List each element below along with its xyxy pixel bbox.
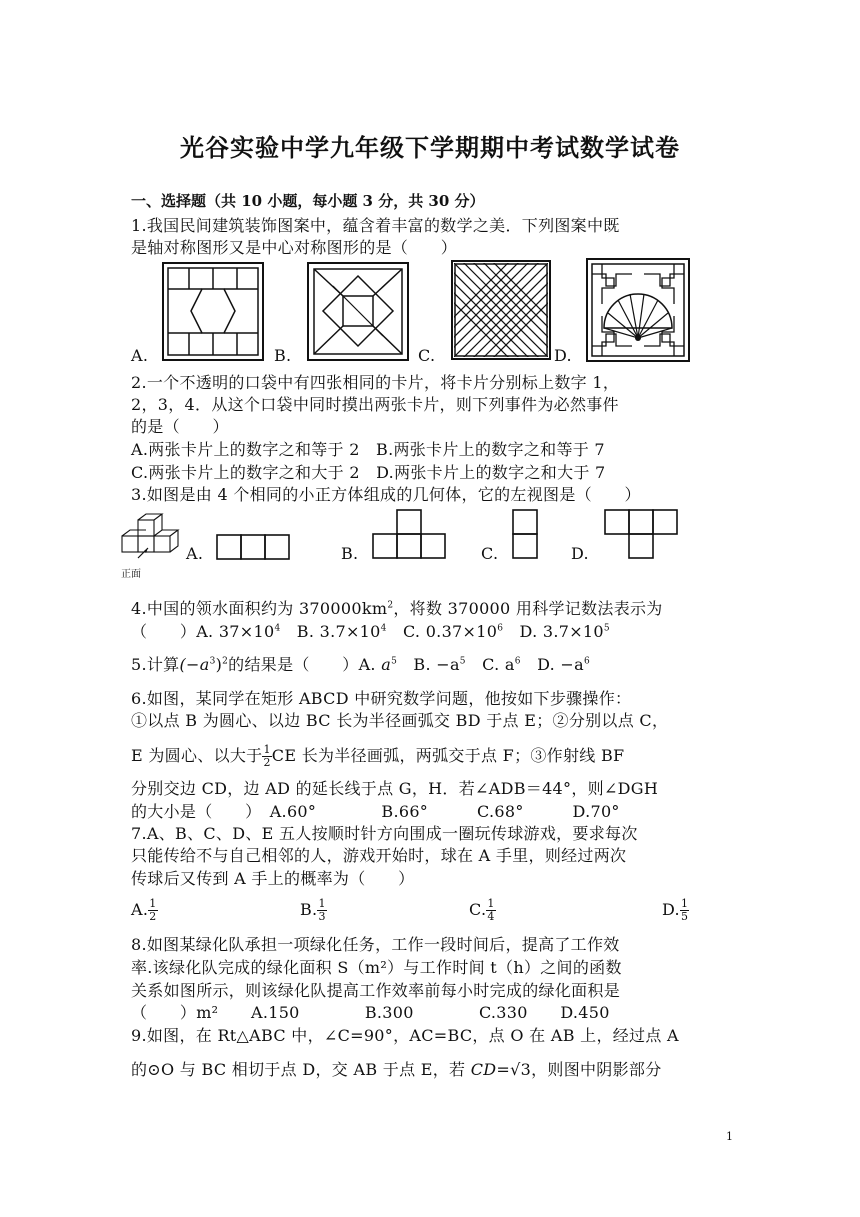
q5-line: 5.计算$(-a^3)^2$的结果是（ ）A. $a^5$ B. $-a^5$ C. $a^6$ D. $-a^6$ — [131, 655, 590, 674]
q3-option-a: A. — [186, 544, 204, 563]
q1-pattern-knot — [307, 262, 409, 361]
q3-option-c: C. — [481, 544, 499, 563]
q1-option-d: D. — [554, 346, 572, 365]
q1-line1: 1.我国民间建筑装饰图案中，蕴含着丰富的数学之美．下列图案中既 — [131, 216, 620, 235]
q6-line2: ①以点 B 为圆心、以边 BC 长为半径画弧交 BD 于点 E；②分别以点 C， — [131, 711, 669, 730]
q4-line2: （ ）A. $37\times 10^4$ B. $3.7\times 10^4$ C. $0.37\times 10^6$ D. $3.7\times 10^5$ — [131, 622, 610, 641]
q1-pattern-weave — [451, 260, 551, 360]
q1-option-b: B. — [274, 346, 292, 365]
q1-pattern-fan — [586, 258, 690, 362]
q3-view-a — [216, 534, 292, 560]
q3-option-b: B. — [341, 544, 359, 563]
q6-line1: 6.如图，某同学在矩形 ABCD 中研究数学问题，他按如下步骤操作： — [131, 689, 632, 708]
q9-line1: 9.如图，在 Rt△ABC 中，∠C=90°，AC=BC，点 O 在 AB 上，经过点 A — [131, 1026, 679, 1045]
q7-line3: 传球后又传到 A 手上的概率为（ ） — [131, 869, 415, 888]
q3-line1: 3.如图是由 4 个相同的小正方体组成的几何体，它的左视图是（ ） — [131, 485, 641, 504]
q9-line2: 的⊙O 与 BC 相切于点 D，交 AB 于点 E，若 CD=√3，则图中阴影部分 — [131, 1060, 662, 1079]
q3-option-d: D. — [571, 544, 589, 563]
q3-view-d — [604, 508, 680, 560]
q6-half-fraction: $\frac{1}{2}$ — [263, 743, 271, 769]
q1-pattern-hexagon — [162, 262, 264, 361]
q2-line5: C.两张卡片上的数字之和大于 2 D.两张卡片上的数字之和大于 7 — [131, 463, 606, 482]
q4-line1: 4.中国的领水面积约为 $370000km^2$，将数 370000 用科学记数法表示为 — [131, 599, 663, 618]
q8-line2: 率.该绿化队完成的绿化面积 S（m²）与工作时间 t（h）之间的函数 — [131, 958, 622, 977]
q3-front-label: 正面 — [121, 569, 141, 580]
q2-line2: 2，3，4．从这个口袋中同时摸出两张卡片，则下列事件为必然事件 — [131, 395, 619, 414]
section-heading: 一、选择题（共 10 小题，每小题 3 分，共 30 分） — [131, 192, 485, 210]
q7-option-d: D. $\frac{1}{5}$ — [662, 897, 689, 923]
q2-line3: 的是（ ） — [131, 417, 229, 436]
q3-view-b — [372, 508, 448, 560]
q7-line1: 7.A、B、C、D、E 五人按顺时针方向围成一圈玩传球游戏，要求每次 — [131, 824, 638, 843]
q3-view-c — [512, 508, 540, 560]
q8-line3: 关系如图所示，则该绿化队提高工作效率前每小时完成的绿化面积是 — [131, 981, 621, 1000]
q8-line4: （ ）m² A.150 B.300 C.330 D.450 — [131, 1003, 610, 1022]
page-title: 光谷实验中学九年级下学期期中考试数学试卷 — [180, 133, 680, 162]
q8-line1: 8.如图某绿化队承担一项绿化任务，工作一段时间后，提高了工作效 — [131, 935, 620, 954]
q1-line2: 是轴对称图形又是中心对称图形的是（ ） — [131, 238, 458, 257]
q2-line4: A.两张卡片上的数字之和等于 2 B.两张卡片上的数字之和等于 7 — [131, 440, 605, 459]
q6-line3: E 为圆心、以大于 $\frac{1}{2}$ CE 长为半径画弧，两弧交于点 F；③作射线 BF — [131, 743, 625, 769]
page-number: 1 — [726, 1130, 733, 1143]
q7-option-a: A. $\frac{1}{2}$ — [131, 897, 157, 923]
q3-cube-figure — [120, 510, 192, 562]
q7-line2: 只能传给不与自己相邻的人，游戏开始时，球在 A 手里，则经过两次 — [131, 846, 627, 865]
q2-line1: 2.一个不透明的口袋中有四张相同的卡片，将卡片分别标上数字 1， — [131, 373, 620, 392]
q7-option-b: B. $\frac{1}{3}$ — [300, 897, 326, 923]
q6-line5: 的大小是（ ） A.60° B.66° C.68° D.70° — [131, 802, 620, 821]
q1-option-c: C. — [418, 346, 436, 365]
q7-option-c: C. $\frac{1}{4}$ — [469, 897, 495, 923]
q1-option-a: A. — [131, 346, 149, 365]
q6-line4: 分别交边 CD，边 AD 的延长线于点 G，H．若∠ADB＝44°，则∠DGH — [131, 779, 659, 798]
